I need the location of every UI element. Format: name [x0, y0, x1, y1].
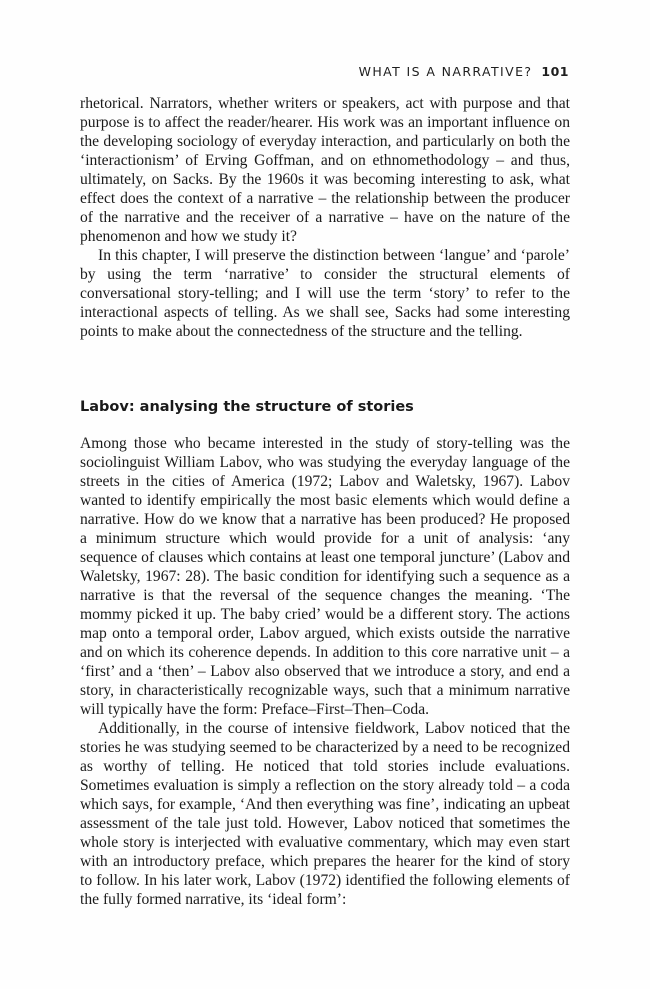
paragraph-labov-intro: Among those who became interested in the study of story-telling was the sociolinguist William Labov, who was studying the everyday language of the streets in the cities of America (1972; Labov and Waletsky, 1967). Labov wanted to identify empirically the most basic elements which would define a narrative. How do we know that a narrative has been produced? He proposed a minimum structure which would provide for a unit of analysis: ‘any sequence of clauses which contains at least one temporal juncture’ (Labov and Waletsky, 1967: 28). The basic condition for identifying such a sequence as a narrative is that the reversal of the sequence changes the meaning. ‘The mommy picked it up. The baby cried’ would be a different story. The actions map onto a temporal order, Labov argued, which exists outside the narrative and on which its coherence depends. In addition to this core narrative unit – a ‘first’ and a ‘then’ – Labov also observed that we introduce a story, and end a story, in characteristically recognizable ways, such that a minimum narrative will typically have the form: Preface–First–Then–Coda.: [80, 435, 570, 718]
body-text-bottom: [80, 434, 570, 909]
section-heading: Labov: analysing the structure of stories: [80, 399, 414, 415]
paragraph-continued: rhetorical. Narrators, whether writers or speakers, act with purpose and that purpose is to affect the reader/hearer. His work was an important influence on the developing sociology of everyday interaction, and particularly on both the ‘interactionism’ of Erving Goffman, and on ethnomethodology – and thus, ultimately, on Sacks. By the 1960s it was becoming interesting to ask, what effect does the context of a narrative – the relationship between the producer of the narrative and the receiver of a narrative – have on the nature of the phenomenon and how we study it?: [80, 95, 570, 245]
page-number: 101: [541, 64, 569, 79]
body-text-top: [80, 94, 570, 341]
paragraph-labov-evaluation: Additionally, in the course of intensive fieldwork, Labov noticed that the stories he was studying seemed to be characterized by a need to be recognized as worthy of telling. He noticed that told stories include evaluations. Sometimes evaluation is simply a reflection on the story already told – a coda which says, for example, ‘And then everything was fine’, indicating an upbeat assessment of the tale just told. However, Labov noticed that sometimes the whole story is interjected with evaluative commentary, which may even start with an introductory preface, which prepares the hearer for the kind of story to follow. In his later work, Labov (1972) identified the following elements of the fully formed narrative, its ‘ideal form’:: [80, 720, 570, 908]
running-head: [359, 64, 569, 79]
paragraph-langue-parole: In this chapter, I will preserve the distinction between ‘langue’ and ‘parole’ by using the term ‘narrative’ to consider the structural elements of conversational story-telling; and I will use the term ‘story’ to refer to the interactional aspects of telling. As we shall see, Sacks had some interesting points to make about the connectedness of the structure and the telling.: [80, 247, 570, 340]
running-title: WHAT IS A NARRATIVE?: [358, 64, 533, 79]
